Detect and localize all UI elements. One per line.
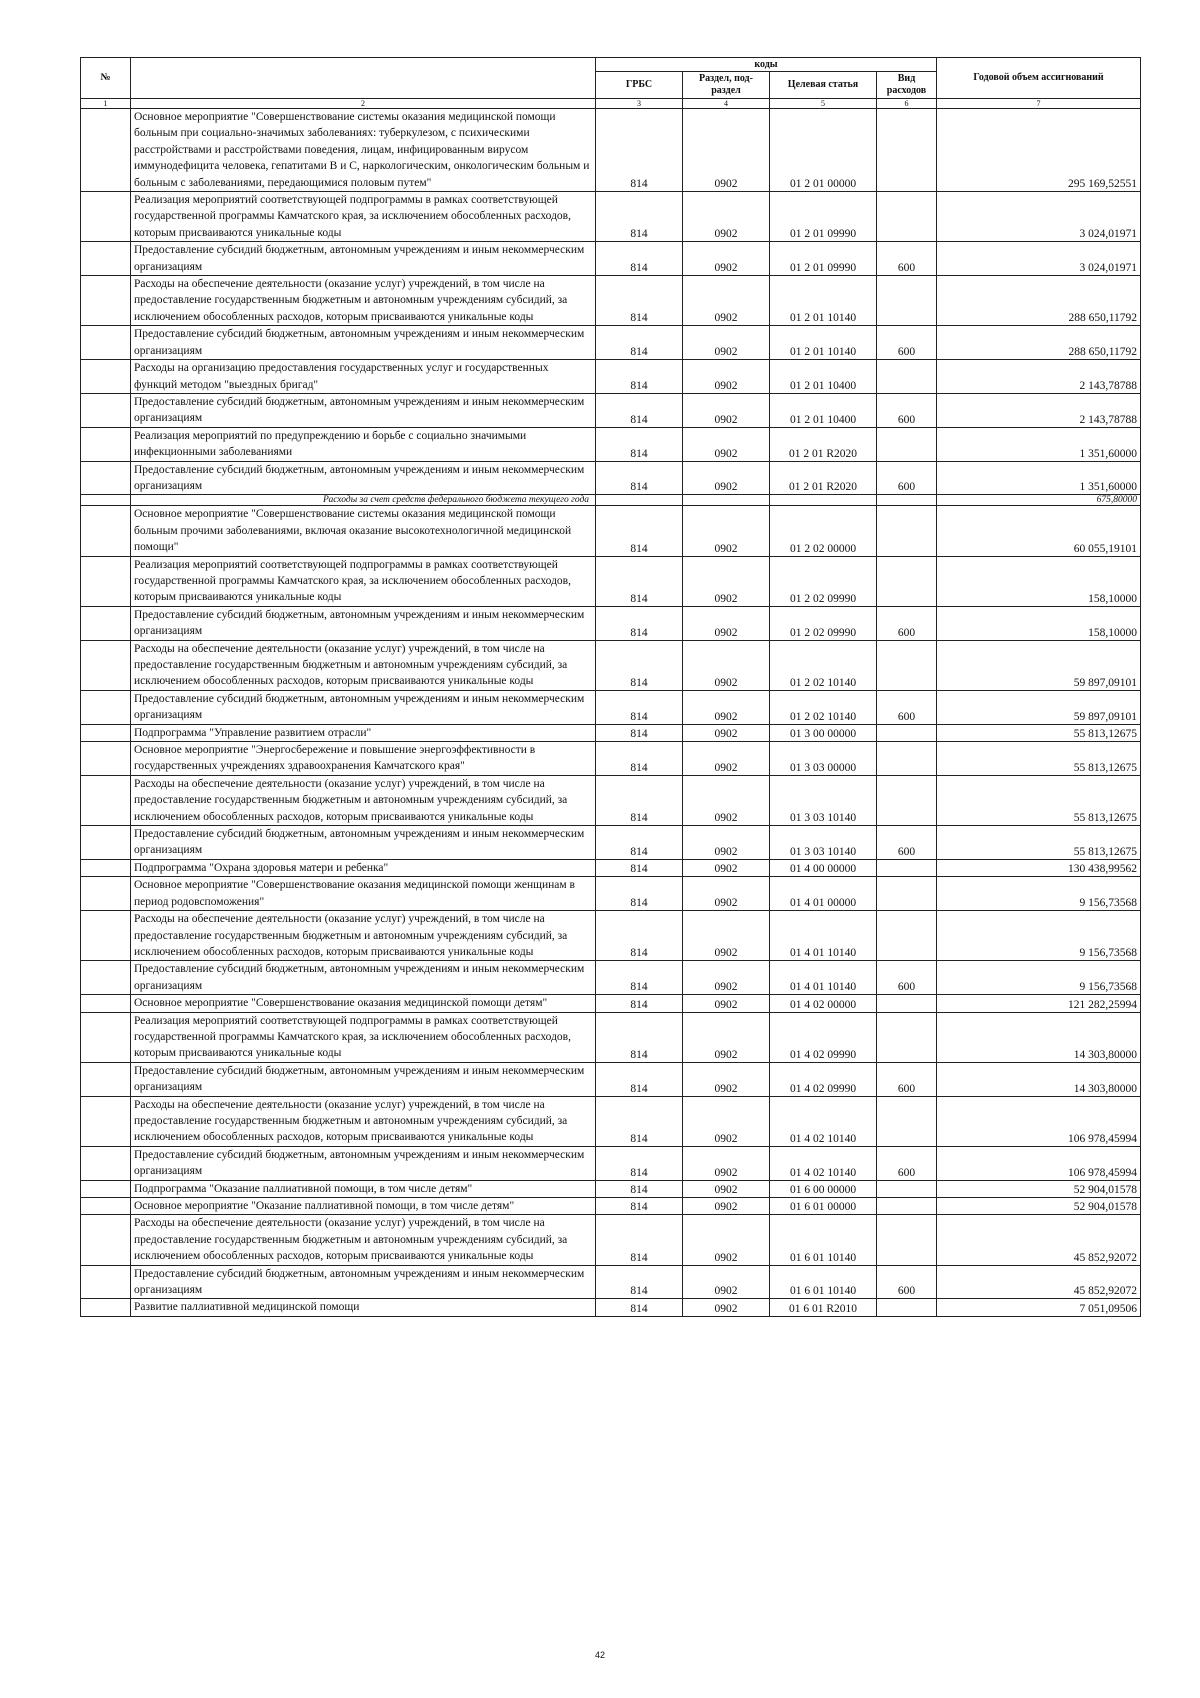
table-row — [81, 1299, 1141, 1316]
row-amount: 288 650,11792 — [937, 276, 1141, 326]
column-number: 5 — [770, 99, 877, 109]
row-grbs: 814 — [596, 242, 683, 276]
row-grbs: 814 — [596, 826, 683, 860]
row-grbs: 814 — [596, 393, 683, 427]
row-description: Предоставление субсидий бюджетным, автономным учреждениям и иным некоммерческим организациям — [131, 326, 596, 360]
table-row — [81, 690, 1141, 724]
row-expense-type — [877, 192, 937, 242]
row-amount: 52 904,01578 — [937, 1198, 1141, 1215]
row-description: Предоставление субсидий бюджетным, автономным учреждениям и иным некоммерческим организациям — [131, 393, 596, 427]
row-amount: 52 904,01578 — [937, 1180, 1141, 1197]
row-number — [81, 1180, 131, 1197]
row-grbs: 814 — [596, 1146, 683, 1180]
row-target-article: 01 2 01 00000 — [770, 109, 877, 192]
row-expense-type: 600 — [877, 606, 937, 640]
row-expense-type — [877, 1215, 937, 1265]
row-description: Предоставление субсидий бюджетным, автономным учреждениям и иным некоммерческим организациям — [131, 606, 596, 640]
table-row — [81, 961, 1141, 995]
row-number — [81, 556, 131, 606]
column-number: 6 — [877, 99, 937, 109]
row-section: 0902 — [683, 742, 770, 776]
header-description — [131, 58, 596, 99]
row-description: Основное мероприятие "Энергосбережение и повышение энергоэффективности в государственных учреждениях здравоохранения Камчатского края" — [131, 742, 596, 776]
row-grbs: 814 — [596, 911, 683, 961]
row-amount: 106 978,45994 — [937, 1096, 1141, 1146]
row-expense-type: 600 — [877, 1146, 937, 1180]
table-row — [81, 360, 1141, 394]
row-number — [81, 495, 131, 506]
row-description: Предоставление субсидий бюджетным, автономным учреждениям и иным некоммерческим организациям — [131, 1146, 596, 1180]
row-section: 0902 — [683, 1146, 770, 1180]
table-row — [81, 326, 1141, 360]
row-number — [81, 961, 131, 995]
row-amount: 158,10000 — [937, 606, 1141, 640]
row-section: 0902 — [683, 276, 770, 326]
row-amount: 55 813,12675 — [937, 724, 1141, 741]
row-amount: 2 143,78788 — [937, 393, 1141, 427]
row-section: 0902 — [683, 461, 770, 495]
table-note-row — [81, 495, 1141, 506]
row-amount: 45 852,92072 — [937, 1215, 1141, 1265]
row-description: Предоставление субсидий бюджетным, автономным учреждениям и иным некоммерческим организациям — [131, 461, 596, 495]
column-number: 3 — [596, 99, 683, 109]
row-target-article: 01 4 01 10140 — [770, 961, 877, 995]
column-number: 2 — [131, 99, 596, 109]
row-grbs: 814 — [596, 775, 683, 825]
row-section: 0902 — [683, 1180, 770, 1197]
table-row — [81, 461, 1141, 495]
row-section: 0902 — [683, 1299, 770, 1316]
row-expense-type: 600 — [877, 961, 937, 995]
row-amount: 60 055,19101 — [937, 506, 1141, 556]
row-description: Предоставление субсидий бюджетным, автономным учреждениям и иным некоммерческим организациям — [131, 1265, 596, 1299]
row-description: Расходы на обеспечение деятельности (оказание услуг) учреждений, в том числе на предоставление государственным бюджетным и автономным учреждениям субсидий, за исключением обособленных расходов, которым присваиваются уникальные коды — [131, 1096, 596, 1146]
row-description: Подпрограмма "Оказание паллиативной помощи, в том числе детям" — [131, 1180, 596, 1197]
row-description: Расходы на обеспечение деятельности (оказание услуг) учреждений, в том числе на предоставление государственным бюджетным и автономным учреждениям субсидий, за исключением обособленных расходов, которым присваиваются уникальные коды — [131, 1215, 596, 1265]
row-target-article: 01 2 02 09990 — [770, 556, 877, 606]
row-number — [81, 1215, 131, 1265]
row-target-article: 01 6 01 00000 — [770, 1198, 877, 1215]
row-amount: 1 351,60000 — [937, 427, 1141, 461]
row-target-article: 01 4 00 00000 — [770, 859, 877, 876]
row-expense-type: 600 — [877, 393, 937, 427]
row-grbs: 814 — [596, 1215, 683, 1265]
row-amount: 9 156,73568 — [937, 911, 1141, 961]
table-row — [81, 640, 1141, 690]
row-section: 0902 — [683, 1265, 770, 1299]
row-description: Расходы на обеспечение деятельности (оказание услуг) учреждений, в том числе на предоставление государственным бюджетным и автономным учреждениям субсидий, за исключением обособленных расходов, которым присваиваются уникальные коды — [131, 276, 596, 326]
row-grbs: 814 — [596, 961, 683, 995]
table-body — [81, 109, 1141, 1317]
row-section: 0902 — [683, 640, 770, 690]
row-expense-type — [877, 724, 937, 741]
row-section: 0902 — [683, 690, 770, 724]
row-description: Реализация мероприятий соответствующей подпрограммы в рамках соответствующей государственной программы Камчатского края, за исключением обособленных расходов, которым присваиваются уникальные коды — [131, 192, 596, 242]
row-expense-type — [877, 640, 937, 690]
row-section: 0902 — [683, 877, 770, 911]
row-target-article: 01 4 02 09990 — [770, 1062, 877, 1096]
row-number — [81, 1265, 131, 1299]
row-grbs: 814 — [596, 1096, 683, 1146]
row-section: 0902 — [683, 961, 770, 995]
row-amount: 675,80000 — [937, 495, 1141, 506]
row-description: Предоставление субсидий бюджетным, автономным учреждениям и иным некоммерческим организациям — [131, 961, 596, 995]
table-row — [81, 911, 1141, 961]
row-expense-type: 600 — [877, 826, 937, 860]
row-amount: 130 438,99562 — [937, 859, 1141, 876]
row-section: 0902 — [683, 393, 770, 427]
budget-table-sheet — [80, 57, 1140, 1317]
row-target-article: 01 6 01 10140 — [770, 1265, 877, 1299]
row-amount: 55 813,12675 — [937, 742, 1141, 776]
row-amount: 14 303,80000 — [937, 1012, 1141, 1062]
row-target-article: 01 2 02 00000 — [770, 506, 877, 556]
row-number — [81, 393, 131, 427]
table-row — [81, 826, 1141, 860]
column-number-row — [81, 99, 1141, 109]
row-expense-type — [877, 1180, 937, 1197]
row-section: 0902 — [683, 192, 770, 242]
row-expense-type — [877, 1198, 937, 1215]
row-number — [81, 427, 131, 461]
row-amount: 7 051,09506 — [937, 1299, 1141, 1316]
row-number — [81, 1096, 131, 1146]
row-amount: 158,10000 — [937, 556, 1141, 606]
row-grbs: 814 — [596, 556, 683, 606]
row-amount: 9 156,73568 — [937, 961, 1141, 995]
row-description: Реализация мероприятий соответствующей подпрограммы в рамках соответствующей государственной программы Камчатского края, за исключением обособленных расходов, которым присваиваются уникальные коды — [131, 1012, 596, 1062]
row-section: 0902 — [683, 995, 770, 1012]
row-description: Развитие паллиативной медицинской помощи — [131, 1299, 596, 1316]
row-grbs: 814 — [596, 1299, 683, 1316]
table-row — [81, 393, 1141, 427]
row-description: Расходы за счет средств федерального бюджета текущего года — [131, 495, 596, 506]
table-row — [81, 1265, 1141, 1299]
header-target-article: Целевая статья — [770, 72, 877, 99]
row-section: 0902 — [683, 326, 770, 360]
row-expense-type — [877, 556, 937, 606]
row-number — [81, 859, 131, 876]
row-grbs: 814 — [596, 859, 683, 876]
row-number — [81, 911, 131, 961]
row-grbs: 814 — [596, 1180, 683, 1197]
row-description: Основное мероприятие "Совершенствование оказания медицинской помощи женщинам в период родовспоможения" — [131, 877, 596, 911]
row-expense-type: 600 — [877, 326, 937, 360]
row-grbs: 814 — [596, 1012, 683, 1062]
row-grbs: 814 — [596, 326, 683, 360]
column-number: 7 — [937, 99, 1141, 109]
row-amount: 55 813,12675 — [937, 826, 1141, 860]
row-expense-type: 600 — [877, 1062, 937, 1096]
row-target-article: 01 3 00 00000 — [770, 724, 877, 741]
row-description: Расходы на организацию предоставления государственных услуг и государственных функций методом "выездных бригад" — [131, 360, 596, 394]
row-description: Основное мероприятие "Совершенствование оказания медицинской помощи детям" — [131, 995, 596, 1012]
row-grbs: 814 — [596, 742, 683, 776]
row-grbs: 814 — [596, 606, 683, 640]
column-number: 4 — [683, 99, 770, 109]
table-row — [81, 775, 1141, 825]
row-number — [81, 877, 131, 911]
row-amount: 55 813,12675 — [937, 775, 1141, 825]
row-grbs: 814 — [596, 690, 683, 724]
row-section: 0902 — [683, 1215, 770, 1265]
row-section: 0902 — [683, 1096, 770, 1146]
row-expense-type: 600 — [877, 1265, 937, 1299]
row-number — [81, 724, 131, 741]
row-target-article: 01 4 02 09990 — [770, 1012, 877, 1062]
row-grbs: 814 — [596, 1062, 683, 1096]
row-number — [81, 461, 131, 495]
row-number — [81, 360, 131, 394]
row-number — [81, 276, 131, 326]
row-grbs: 814 — [596, 506, 683, 556]
row-target-article: 01 2 01 09990 — [770, 192, 877, 242]
row-number — [81, 995, 131, 1012]
row-grbs: 814 — [596, 360, 683, 394]
row-grbs: 814 — [596, 1265, 683, 1299]
row-section: 0902 — [683, 859, 770, 876]
row-amount: 45 852,92072 — [937, 1265, 1141, 1299]
row-target-article: 01 6 00 00000 — [770, 1180, 877, 1197]
row-number — [81, 192, 131, 242]
row-section: 0902 — [683, 360, 770, 394]
row-target-article: 01 2 02 09990 — [770, 606, 877, 640]
row-grbs: 814 — [596, 724, 683, 741]
row-target-article: 01 3 03 10140 — [770, 826, 877, 860]
row-amount: 121 282,25994 — [937, 995, 1141, 1012]
row-description: Расходы на обеспечение деятельности (оказание услуг) учреждений, в том числе на предоставление государственным бюджетным и автономным учреждениям субсидий, за исключением обособленных расходов, которым присваиваются уникальные коды — [131, 640, 596, 690]
table-row — [81, 192, 1141, 242]
row-grbs: 814 — [596, 427, 683, 461]
row-target-article: 01 2 01 10400 — [770, 393, 877, 427]
row-target-article: 01 6 01 10140 — [770, 1215, 877, 1265]
row-target-article: 01 2 02 10140 — [770, 640, 877, 690]
row-expense-type — [877, 1299, 937, 1316]
row-expense-type — [877, 1096, 937, 1146]
row-description: Подпрограмма "Охрана здоровья матери и ребенка" — [131, 859, 596, 876]
row-amount: 3 024,01971 — [937, 192, 1141, 242]
row-target-article: 01 2 01 10140 — [770, 276, 877, 326]
row-target-article: 01 3 03 10140 — [770, 775, 877, 825]
table-row — [81, 859, 1141, 876]
row-target-article: 01 4 02 10140 — [770, 1146, 877, 1180]
table-row — [81, 242, 1141, 276]
row-section: 0902 — [683, 1198, 770, 1215]
row-expense-type — [877, 775, 937, 825]
row-number — [81, 1198, 131, 1215]
row-section: 0902 — [683, 911, 770, 961]
row-target-article: 01 4 01 00000 — [770, 877, 877, 911]
row-expense-type: 600 — [877, 461, 937, 495]
row-description: Реализация мероприятий соответствующей подпрограммы в рамках соответствующей государственной программы Камчатского края, за исключением обособленных расходов, которым присваиваются уникальные коды — [131, 556, 596, 606]
table-row — [81, 995, 1141, 1012]
row-section: 0902 — [683, 775, 770, 825]
table-row — [81, 109, 1141, 192]
row-grbs: 814 — [596, 640, 683, 690]
row-expense-type — [877, 360, 937, 394]
row-target-article: 01 6 01 R2010 — [770, 1299, 877, 1316]
row-description: Предоставление субсидий бюджетным, автономным учреждениям и иным некоммерческим организациям — [131, 242, 596, 276]
row-expense-type — [877, 742, 937, 776]
table-row — [81, 606, 1141, 640]
row-grbs: 814 — [596, 877, 683, 911]
row-expense-type — [877, 109, 937, 192]
row-target-article — [770, 495, 877, 506]
row-expense-type — [877, 276, 937, 326]
row-target-article: 01 4 02 10140 — [770, 1096, 877, 1146]
row-expense-type — [877, 427, 937, 461]
row-target-article: 01 2 01 09990 — [770, 242, 877, 276]
row-expense-type: 600 — [877, 690, 937, 724]
row-number — [81, 640, 131, 690]
row-number — [81, 690, 131, 724]
budget-table — [80, 57, 1141, 1317]
row-description: Реализация мероприятий по предупреждению и борьбе с социально значимыми инфекционными заболеваниями — [131, 427, 596, 461]
row-description: Предоставление субсидий бюджетным, автономным учреждениям и иным некоммерческим организациям — [131, 826, 596, 860]
row-target-article: 01 2 01 10140 — [770, 326, 877, 360]
table-row — [81, 506, 1141, 556]
row-amount: 59 897,09101 — [937, 690, 1141, 724]
row-section: 0902 — [683, 109, 770, 192]
row-grbs: 814 — [596, 1198, 683, 1215]
table-row — [81, 742, 1141, 776]
table-row — [81, 1180, 1141, 1197]
row-number — [81, 775, 131, 825]
row-description: Расходы на обеспечение деятельности (оказание услуг) учреждений, в том числе на предоставление государственным бюджетным и автономным учреждениям субсидий, за исключением обособленных расходов, которым присваиваются уникальные коды — [131, 775, 596, 825]
row-expense-type: 600 — [877, 242, 937, 276]
row-section — [683, 495, 770, 506]
row-description: Основное мероприятие "Оказание паллиативной помощи, в том числе детям" — [131, 1198, 596, 1215]
row-expense-type — [877, 1012, 937, 1062]
row-description: Подпрограмма "Управление развитием отрасли" — [131, 724, 596, 741]
header-codes: коды — [596, 58, 937, 72]
row-section: 0902 — [683, 556, 770, 606]
row-description: Предоставление субсидий бюджетным, автономным учреждениям и иным некоммерческим организациям — [131, 1062, 596, 1096]
row-amount: 2 143,78788 — [937, 360, 1141, 394]
header-num: № — [81, 58, 131, 99]
header-grbs: ГРБС — [596, 72, 683, 99]
row-amount: 14 303,80000 — [937, 1062, 1141, 1096]
row-section: 0902 — [683, 606, 770, 640]
row-number — [81, 1062, 131, 1096]
row-expense-type — [877, 506, 937, 556]
table-row — [81, 1062, 1141, 1096]
row-expense-type — [877, 995, 937, 1012]
row-target-article: 01 4 01 10140 — [770, 911, 877, 961]
row-section: 0902 — [683, 242, 770, 276]
row-section: 0902 — [683, 1062, 770, 1096]
row-number — [81, 1146, 131, 1180]
table-row — [81, 1012, 1141, 1062]
row-section: 0902 — [683, 1012, 770, 1062]
table-row — [81, 1146, 1141, 1180]
row-target-article: 01 2 02 10140 — [770, 690, 877, 724]
row-grbs: 814 — [596, 276, 683, 326]
row-number — [81, 606, 131, 640]
row-section: 0902 — [683, 724, 770, 741]
header-section: Раздел, под-раздел — [683, 72, 770, 99]
row-grbs: 814 — [596, 461, 683, 495]
row-description: Предоставление субсидий бюджетным, автономным учреждениям и иным некоммерческим организациям — [131, 690, 596, 724]
row-number — [81, 1299, 131, 1316]
table-row — [81, 556, 1141, 606]
row-target-article: 01 2 01 10400 — [770, 360, 877, 394]
row-section: 0902 — [683, 427, 770, 461]
table-row — [81, 1096, 1141, 1146]
row-amount: 59 897,09101 — [937, 640, 1141, 690]
row-amount: 106 978,45994 — [937, 1146, 1141, 1180]
row-number — [81, 742, 131, 776]
table-row — [81, 427, 1141, 461]
row-target-article: 01 4 02 00000 — [770, 995, 877, 1012]
table-row — [81, 877, 1141, 911]
row-grbs: 814 — [596, 995, 683, 1012]
row-number — [81, 1012, 131, 1062]
row-number — [81, 109, 131, 192]
row-amount: 1 351,60000 — [937, 461, 1141, 495]
row-description: Основное мероприятие "Совершенствование системы оказания медицинской помощи больным при социально-значимых заболеваниях: туберкулезом, с психическими расстройствами и расстройствами поведения, лицам, инфицированным вирусом иммунодефицита человека, гепатитами В и С, наркологическим, онкологическим больным и больным с заболеваниями, передающимися половым путем" — [131, 109, 596, 192]
row-grbs: 814 — [596, 109, 683, 192]
row-amount: 3 024,01971 — [937, 242, 1141, 276]
row-description: Основное мероприятие "Совершенствование системы оказания медицинской помощи больным прочими заболеваниями, включая оказание высокотехнологичной медицинской помощи" — [131, 506, 596, 556]
row-expense-type — [877, 495, 937, 506]
row-grbs — [596, 495, 683, 506]
table-row — [81, 1215, 1141, 1265]
row-number — [81, 826, 131, 860]
row-number — [81, 242, 131, 276]
column-number: 1 — [81, 99, 131, 109]
row-number — [81, 506, 131, 556]
row-description: Расходы на обеспечение деятельности (оказание услуг) учреждений, в том числе на предоставление государственным бюджетным и автономным учреждениям субсидий, за исключением обособленных расходов, которым присваиваются уникальные коды — [131, 911, 596, 961]
row-target-article: 01 3 03 00000 — [770, 742, 877, 776]
row-target-article: 01 2 01 R2020 — [770, 427, 877, 461]
row-section: 0902 — [683, 506, 770, 556]
table-row — [81, 724, 1141, 741]
row-expense-type — [877, 877, 937, 911]
row-number — [81, 326, 131, 360]
header-expense-type: Вид расходов — [877, 72, 937, 99]
page-number: 42 — [594, 1650, 605, 1660]
row-expense-type — [877, 911, 937, 961]
row-amount: 295 169,52551 — [937, 109, 1141, 192]
row-grbs: 814 — [596, 192, 683, 242]
row-expense-type — [877, 859, 937, 876]
row-section: 0902 — [683, 826, 770, 860]
row-amount: 288 650,11792 — [937, 326, 1141, 360]
header-annual-volume: Годовой объем ассигнований — [937, 58, 1141, 99]
row-target-article: 01 2 01 R2020 — [770, 461, 877, 495]
table-row — [81, 276, 1141, 326]
table-row — [81, 1198, 1141, 1215]
row-amount: 9 156,73568 — [937, 877, 1141, 911]
